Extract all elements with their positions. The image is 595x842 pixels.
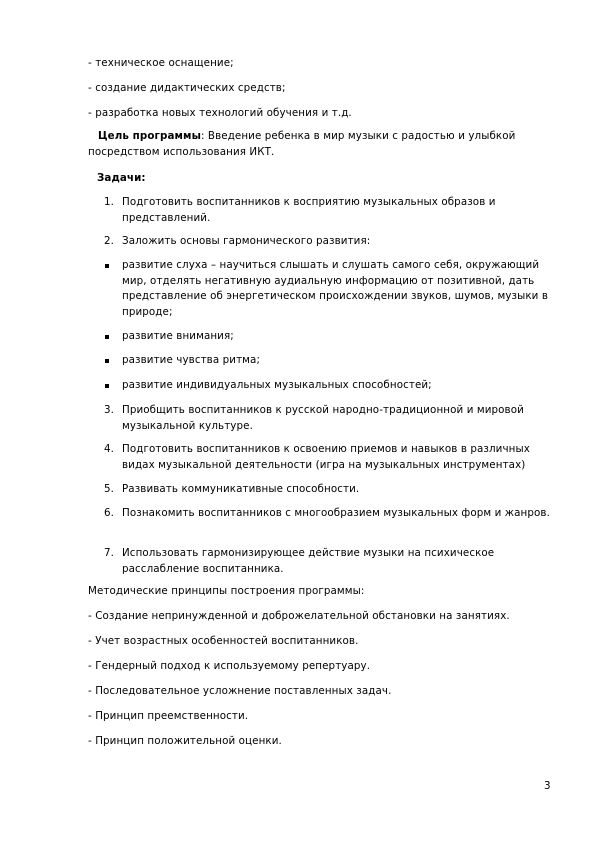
- goal-paragraph: [88, 129, 558, 160]
- list-item: [104, 482, 564, 498]
- bullet-marker: [104, 378, 120, 394]
- intro-line: - разработка новых технологий обучения и т.д.: [88, 107, 352, 119]
- principle-line: - Принцип преемственности.: [88, 710, 249, 722]
- list-item: [104, 403, 564, 434]
- list-item: [104, 442, 564, 473]
- principle-line: - Последовательное усложнение поставленных задач.: [88, 685, 392, 697]
- list-marker: 4.: [104, 443, 115, 455]
- list-marker: 6.: [104, 507, 115, 519]
- list-item: [104, 546, 564, 577]
- list-item-text: Развивать коммуникативные способности.: [122, 483, 360, 495]
- list-item-text: Подготовить воспитанников к освоению приемов и навыков в различных видах музыкальной деятельности (игра на музыкальных инструментах): [122, 443, 530, 471]
- list-item: [104, 258, 564, 320]
- list-item-text: развитие внимания;: [122, 330, 234, 342]
- list-marker: 3.: [104, 404, 115, 416]
- list-item-text: развитие чувства ритма;: [122, 354, 261, 366]
- principle-line: - Гендерный подход к используемому репертуару.: [88, 660, 371, 672]
- bullet-marker: [104, 329, 120, 345]
- list-item: [104, 378, 564, 394]
- list-item-text: Заложить основы гармонического развития:: [122, 235, 371, 247]
- list-marker: 2.: [104, 235, 115, 247]
- principle-line: - Принцип положительной оценки.: [88, 735, 282, 747]
- list-item-text: Приобщить воспитанников к русской народно-традиционной и мировой музыкальной культуре.: [122, 404, 524, 432]
- principles-heading: Методические принципы построения программы:: [88, 585, 365, 597]
- list-item: [104, 195, 564, 226]
- goal-label: Цель программы: [98, 130, 201, 142]
- list-item: [104, 506, 564, 522]
- principle-line: - Учет возрастных особенностей воспитанников.: [88, 635, 359, 647]
- list-item-text: развитие индивидуальных музыкальных способностей;: [122, 379, 432, 391]
- bullet-marker: [104, 353, 120, 369]
- list-marker: 5.: [104, 483, 115, 495]
- list-item-text: Познакомить воспитанников с многообразием музыкальных форм и жанров.: [122, 507, 550, 519]
- list-item: [104, 329, 564, 345]
- intro-line: - создание дидактических средств;: [88, 82, 286, 94]
- goal-text: : Введение ребенка в мир музыки с радостью и улыбкой посредством использования ИКТ.: [88, 130, 516, 158]
- list-marker: 7.: [104, 547, 115, 559]
- bullet-marker: [104, 258, 120, 274]
- list-item: [104, 353, 564, 369]
- page-number: 3: [544, 780, 551, 792]
- list-item-text: Использовать гармонизирующее действие музыки на психическое расслабление воспитанника.: [122, 547, 495, 575]
- intro-line: - техническое оснащение;: [88, 57, 234, 69]
- tasks-heading: Задачи:: [97, 172, 146, 184]
- list-item: [104, 234, 564, 250]
- principle-line: - Создание непринужденной и доброжелательной обстановки на занятиях.: [88, 610, 510, 622]
- list-marker: 1.: [104, 196, 115, 208]
- list-item-text: развитие слуха – научиться слышать и слушать самого себя, окружающий мир, отделять негативную аудиальную информацию от позитивной, дать представление об энергетическом происхождении звуков, шумов, музыки в природе;: [122, 259, 548, 318]
- list-item-text: Подготовить воспитанников к восприятию музыкальных образов и представлений.: [122, 196, 496, 224]
